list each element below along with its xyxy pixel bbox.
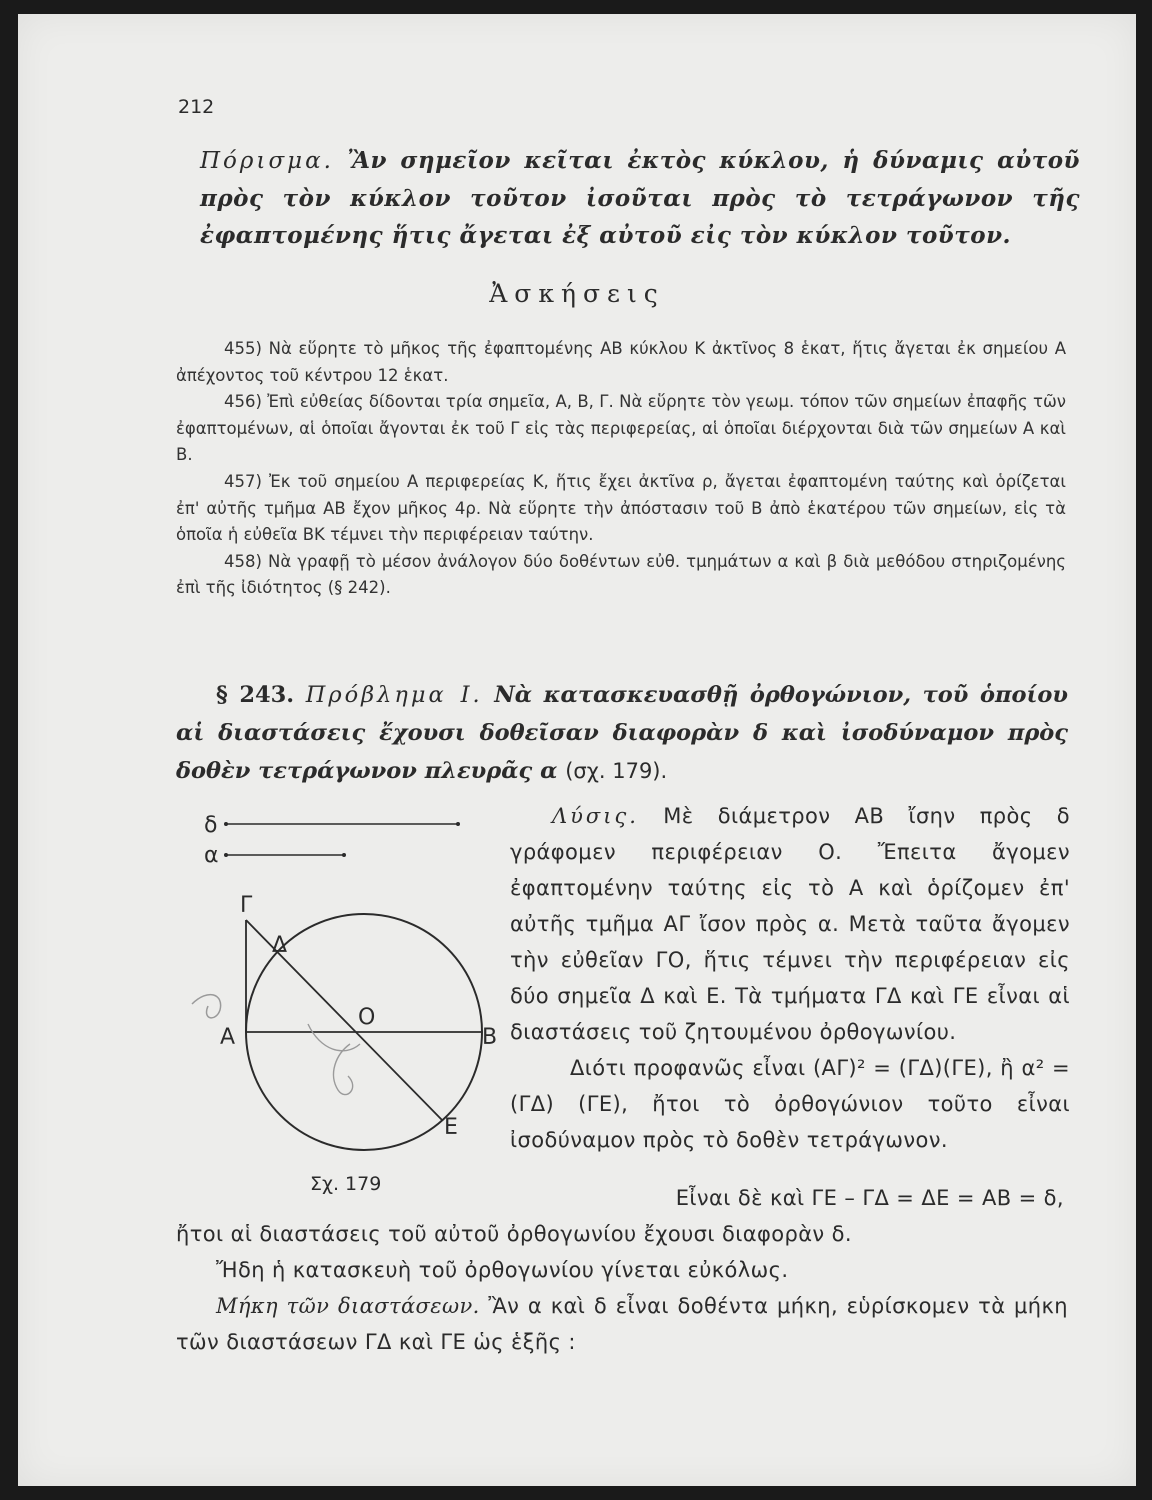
segment-delta-end	[456, 822, 460, 826]
exercise-457: 457) Ἐκ τοῦ σημείου Α περιφερείας Κ, ἥτις ἔχει ἀκτῖνα ρ, ἄγεται ἐφαπτομένη ταύτης καὶ ὁρίζεται ἐπ' αὐτῆς τμῆμα ΑΒ ἔχον μῆκος 4ρ. Νὰ εὕρητε τὴν ἀπόστασιν τοῦ Β ἀπὸ ἑκατέρου τῶν σημείων, εἰς τὰ ὁποῖα ἡ εὐθεῖα ΒΚ τέμνει τὴν περιφέρειαν ταύτην.	[176, 471, 1066, 545]
point-label-gamma: Γ	[240, 893, 253, 918]
segment-label-alpha: α	[204, 843, 219, 868]
solution-lead: Λύσις.	[552, 804, 639, 828]
problem-title: Πρόβλημα Ι.	[305, 682, 483, 708]
segment-alpha-end	[342, 853, 346, 857]
dimension-lengths-lead: Μήκη τῶν διαστάσεων.	[216, 1294, 480, 1318]
pencil-mark-left	[192, 995, 221, 1018]
dimension-lengths-text: Ἂν α καὶ δ εἶναι δοθέντα μήκη, εὑρίσκομεν τὰ μήκη τῶν διαστάσεων ΓΔ καὶ ΓΕ ὡς ἑξῆς :	[176, 1294, 1068, 1354]
segment-alpha-start	[224, 853, 228, 857]
solution-text	[510, 798, 1070, 1158]
porisma-lead: Πόρισμα.	[200, 148, 334, 174]
exercises-heading: Ἀσκήσεις	[489, 279, 665, 308]
exercise-455: 455) Νὰ εὕρητε τὸ μῆκος τῆς ἐφαπτομένης ΑΒ κύκλου Κ ἀκτῖνος 8 ἑκατ, ἥτις ἄγεται ἐκ σημείου Α ἀπέχοντος τοῦ κέντρου 12 ἑκατ.	[176, 339, 1066, 385]
exercise-458: 458) Νὰ γραφῇ τὸ μέσον ἀνάλογον δύο δοθέντων εὐθ. τμημάτων α καὶ β διὰ μεθόδου στηριζομένης ἐπὶ τῆς ἰδιότητος (§ 242).	[176, 551, 1066, 598]
solution-paragraph-2: Διότι προφανῶς εἶναι (ΑΓ)² = (ΓΔ)(ΓΕ), ἢ α² = (ΓΔ) (ΓΕ), ἤτοι τὸ ὀρθογώνιον τοῦτο εἶναι ἰσοδύναμον πρὸς τὸ δοθὲν τετράγωνον.	[510, 1056, 1070, 1152]
problem-statement	[176, 676, 1068, 790]
exercise-456: 456) Ἐπὶ εὐθείας δίδονται τρία σημεῖα, Α, Β, Γ. Νὰ εὕρητε τὸν γεωμ. τόπον τῶν σημείων ἐπαφῆς τῶν ἐφαπτομένων, αἱ ὁποῖαι ἄγονται ἐκ τοῦ Γ εἰς τὰς περιφερείας, αἱ ὁποῖαι διέρχονται διὰ τῶν σημείων Α καὶ Β.	[176, 392, 1066, 465]
difference-equation: Εἶναι δὲ καὶ ΓΕ – ΓΔ = ΔΕ = ΑΒ = δ,	[675, 1186, 1064, 1210]
solution-paragraph-1	[510, 798, 1070, 1050]
porisma-paragraph	[200, 142, 1080, 254]
figure-caption: Σχ. 179	[310, 1173, 382, 1195]
solution-p1: Μὲ διάμετρον ΑΒ ἴσην πρὸς δ γράφομεν περιφέρειαν Ο. Ἔπειτα ἄγομεν ἐφαπτομένην ταύτης εἰς τὸ Α καὶ ὁρίζομεν ἐπ' αὐτῆς τμῆμα ΑΓ ἴσον πρὸς α. Μετὰ ταῦτα ἄγομεν τὴν εὐθεῖαν ΓΟ, ἥτις τέμνει τὴν περιφέρειαν εἰς δύο σημεῖα Δ καὶ Ε. Τὰ τμήματα ΓΔ καὶ ΓΕ εἶναι αἱ διαστάσεις τοῦ ζητουμένου ὀρθογωνίου.	[510, 804, 1070, 1044]
point-label-delta: Δ	[272, 933, 288, 958]
conclusion-line: ἤτοι αἱ διαστάσεις τοῦ αὐτοῦ ὀρθογωνίου ἔχουσι διαφορὰν δ.	[176, 1222, 852, 1246]
segment-delta-start	[224, 822, 228, 826]
point-label-A: Α	[220, 1025, 236, 1050]
segment-label-delta: δ	[204, 813, 218, 838]
exercises-list	[176, 336, 1066, 602]
lower-text	[176, 1180, 1068, 1360]
construction-note: Ἤδη ἡ κατασκευὴ τοῦ ὀρθογωνίου γίνεται εὐκόλως.	[216, 1258, 789, 1282]
figure-179	[168, 792, 498, 1212]
dimension-lengths-paragraph	[176, 1288, 1068, 1360]
book-page	[18, 14, 1136, 1486]
section-number: § 243.	[216, 682, 295, 708]
point-label-B: Β	[482, 1025, 498, 1050]
point-label-E: Ε	[444, 1115, 458, 1140]
porisma-text: Ἂν σημεῖον κεῖται ἐκτὸς κύκλου, ἡ δύναμις αὐτοῦ πρὸς τὸν κύκλον τοῦτον ἰσοῦται πρὸς τὸ τετράγωνον τῆς ἐφαπτομένης ἥτις ἄγεται ἐξ αὐτοῦ εἰς τὸν κύκλον τοῦτον.	[200, 147, 1081, 249]
problem-text: Νὰ κατασκευασθῇ ὀρθογώνιον, τοῦ ὁποίου αἱ διαστάσεις ἔχουσι δοθεῖσαν διαφορὰν δ καὶ ἰσοδύναμον πρὸς δοθὲν τετράγωνον πλευρᾶς α	[176, 682, 1068, 784]
figure-reference: (σχ. 179).	[565, 759, 668, 783]
page-number: 212	[178, 96, 215, 118]
point-label-O: Ο	[358, 1005, 376, 1030]
